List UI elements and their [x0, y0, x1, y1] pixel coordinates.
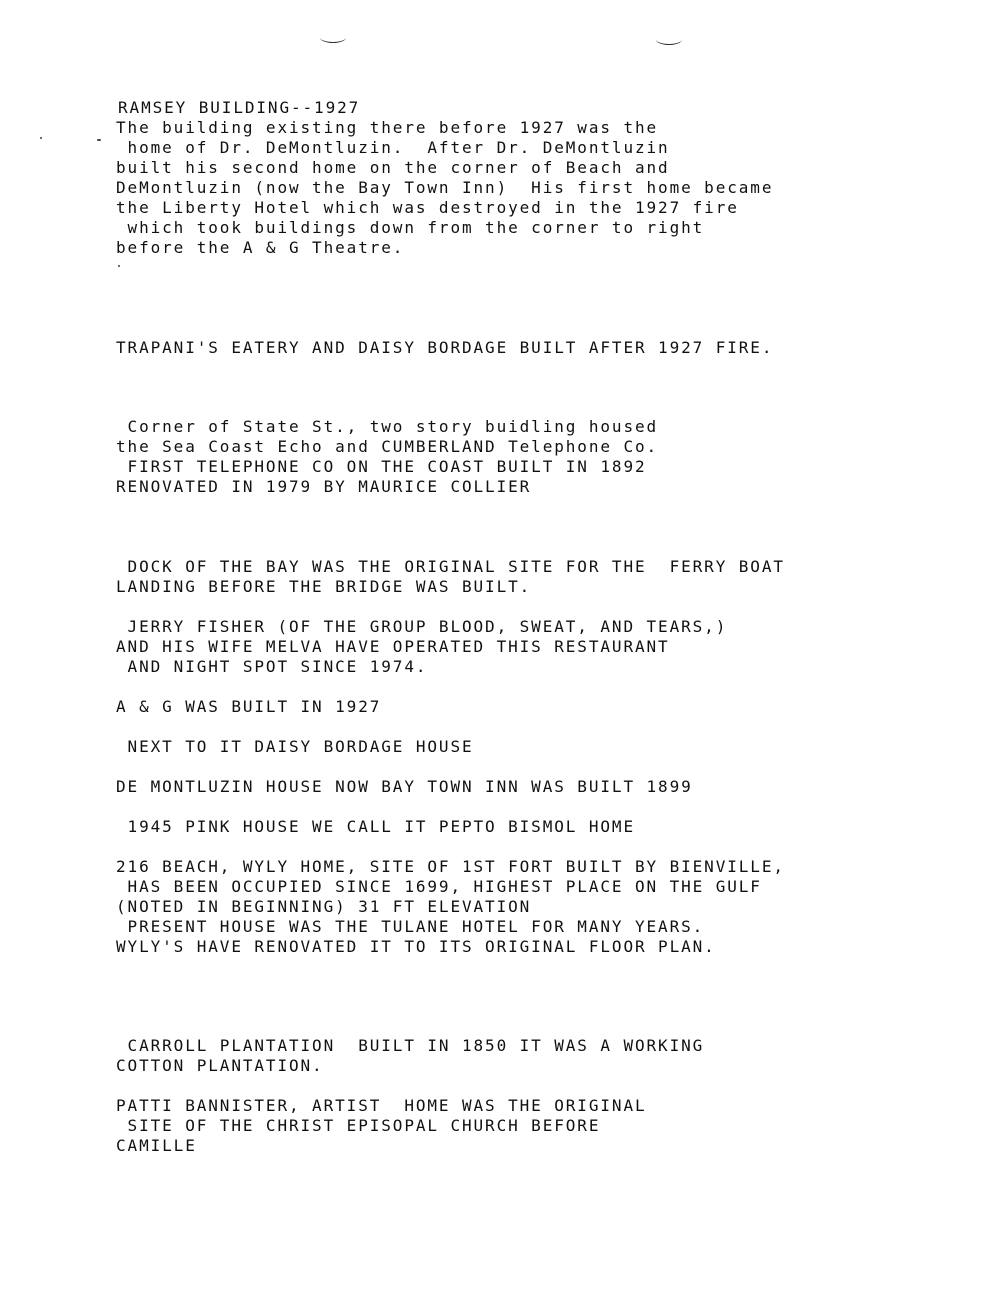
- fisher-line: AND HIS WIFE MELVA HAVE OPERATED THIS RESTAURANT: [116, 637, 670, 656]
- wyly-line: (NOTED IN BEGINNING) 31 FT ELEVATION: [116, 897, 532, 916]
- carroll-line: CARROLL PLANTATION BUILT IN 1850 IT WAS A WORKING: [116, 1036, 705, 1055]
- wyly-line: PRESENT HOUSE WAS THE TULANE HOTEL FOR MANY YEARS.: [116, 917, 705, 936]
- wyly-line: WYLY'S HAVE RENOVATED IT TO ITS ORIGINAL FLOOR PLAN.: [116, 937, 716, 956]
- state-st-line: FIRST TELEPHONE CO ON THE COAST BUILT IN 1892: [116, 457, 647, 476]
- ramsey-text-line: which took buildings down from the corner to right: [116, 218, 705, 237]
- scan-speck: [118, 265, 120, 267]
- bannister-line: PATTI BANNISTER, ARTIST HOME WAS THE ORIGINAL: [116, 1096, 647, 1115]
- demontluzin-line: DE MONTLUZIN HOUSE NOW BAY TOWN INN WAS BUILT 1899: [116, 777, 693, 796]
- punch-hole-right: [656, 34, 682, 45]
- fisher-line: AND NIGHT SPOT SINCE 1974.: [116, 657, 428, 676]
- pink-house-line: 1945 PINK HOUSE WE CALL IT PEPTO BISMOL HOME: [116, 817, 635, 836]
- ramsey-text-line: DeMontluzin (now the Bay Town Inn) His first home became: [116, 178, 774, 197]
- wyly-line: HAS BEEN OCCUPIED SINCE 1699, HIGHEST PLACE ON THE GULF: [116, 877, 762, 896]
- dock-line: DOCK OF THE BAY WAS THE ORIGINAL SITE FOR THE FERRY BOAT: [116, 557, 785, 576]
- punch-hole-left: [320, 32, 346, 43]
- next-line: NEXT TO IT DAISY BORDAGE HOUSE: [116, 737, 474, 756]
- scan-speck: [97, 139, 101, 141]
- bannister-line: SITE OF THE CHRIST EPISOPAL CHURCH BEFORE: [116, 1116, 601, 1135]
- ramsey-text-line: The building existing there before 1927 was the: [116, 118, 659, 137]
- ramsey-text-line: the Liberty Hotel which was destroyed in the 1927 fire: [116, 198, 739, 217]
- ramsey-text-line: before the A & G Theatre.: [116, 238, 405, 257]
- carroll-line: COTTON PLANTATION.: [116, 1056, 324, 1075]
- wyly-line: 216 BEACH, WYLY HOME, SITE OF 1ST FORT BUILT BY BIENVILLE,: [116, 857, 785, 876]
- ag-line: A & G WAS BUILT IN 1927: [116, 697, 382, 716]
- state-st-line: Corner of State St., two story buidling housed: [116, 417, 659, 436]
- state-st-line: the Sea Coast Echo and CUMBERLAND Telephone Co.: [116, 437, 659, 456]
- dock-line: LANDING BEFORE THE BRIDGE WAS BUILT.: [116, 577, 532, 596]
- fisher-line: JERRY FISHER (OF THE GROUP BLOOD, SWEAT, AND TEARS,): [116, 617, 728, 636]
- scan-speck: [40, 137, 42, 139]
- trapani-line: TRAPANI'S EATERY AND DAISY BORDAGE BUILT AFTER 1927 FIRE.: [116, 338, 774, 357]
- ramsey-heading: RAMSEY BUILDING--1927: [118, 98, 361, 117]
- ramsey-text-line: built his second home on the corner of Beach and: [116, 158, 670, 177]
- state-st-line: RENOVATED IN 1979 BY MAURICE COLLIER: [116, 477, 532, 496]
- bannister-line: CAMILLE: [116, 1136, 197, 1155]
- ramsey-text-line: home of Dr. DeMontluzin. After Dr. DeMontluzin: [116, 138, 670, 157]
